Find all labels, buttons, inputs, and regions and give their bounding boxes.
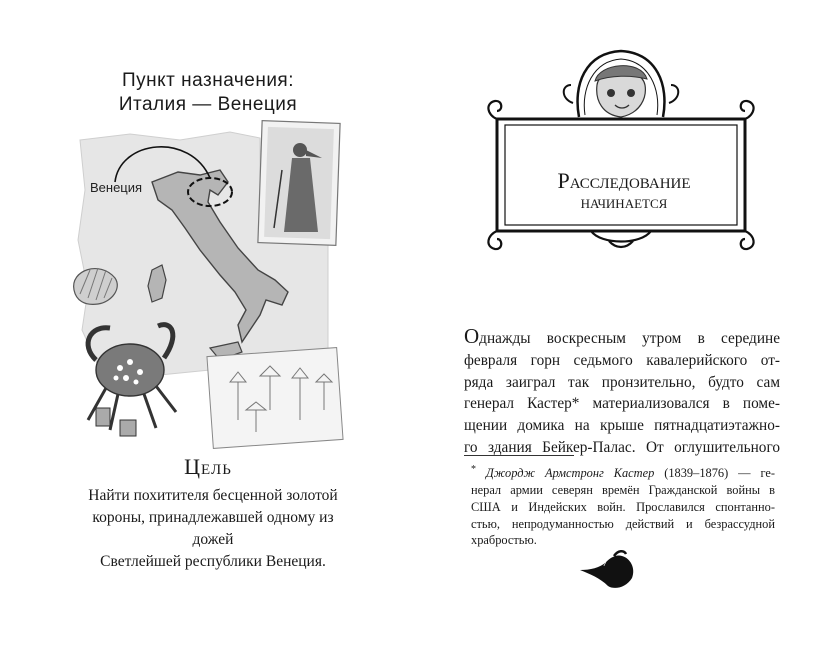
chapter-title-line-1: Расследование [557,168,691,193]
goal-text [78,485,348,573]
destination-line-2: Италия — Венеция [118,94,298,115]
italy-map-collage [60,120,370,455]
footnote-rule [464,455,574,456]
footnote-line: США и Индейских войн. Прославился спонтанно- [471,499,775,514]
goal-line: короны, принадлежавшей одному из дожей [92,509,334,548]
page-number: 7 [602,557,608,569]
body-line: ряда заиграл так пронзительно, будто сам [464,373,780,391]
body-paragraph [464,326,780,459]
footnote-name: Джордж Армстронг Кастер [485,466,655,481]
body-line: генерал Кастер* материализовался в поме- [464,395,780,413]
body-line: щении домика на крыше пятнадцатиэтажно- [464,417,780,435]
footnote [471,462,775,549]
plague-doctor-card [258,121,340,246]
drop-cap: О [464,324,480,348]
footnote-line [471,462,775,482]
footnote-star: * [471,464,476,475]
goal-line: Светлейшей республики Венеция. [100,553,326,570]
body-line: февраля горн седьмого кавалерийского от- [464,351,780,369]
body-line [464,326,780,350]
chapter-title-line-2: начинается [580,192,668,213]
goal-title: Цель [184,454,232,479]
sketch-card [207,348,343,449]
destination-line-1: Пункт назначения: [122,70,294,91]
seashell-illustration [74,268,118,304]
body-line-text: днажды воскресным утром в середине [479,330,780,347]
portrait-medallion [564,51,679,117]
chapter-frame [481,45,761,255]
body-line: го здания Бейкер-Палас. От оглушительного [464,438,780,456]
goal-line: Найти похитителя бесценной золотой [88,487,338,504]
footnote-line: храбростью. [471,533,537,548]
detective-hat-icon [578,548,638,592]
footnote-first-rest: (1839–1876) — ге- [654,466,775,481]
venice-label: Венеция [90,180,143,195]
footnote-line: стью, непродуманностью действий и безрассудной [471,516,775,531]
footnote-line: нерал армии северян времён Гражданской войны в [471,482,775,497]
